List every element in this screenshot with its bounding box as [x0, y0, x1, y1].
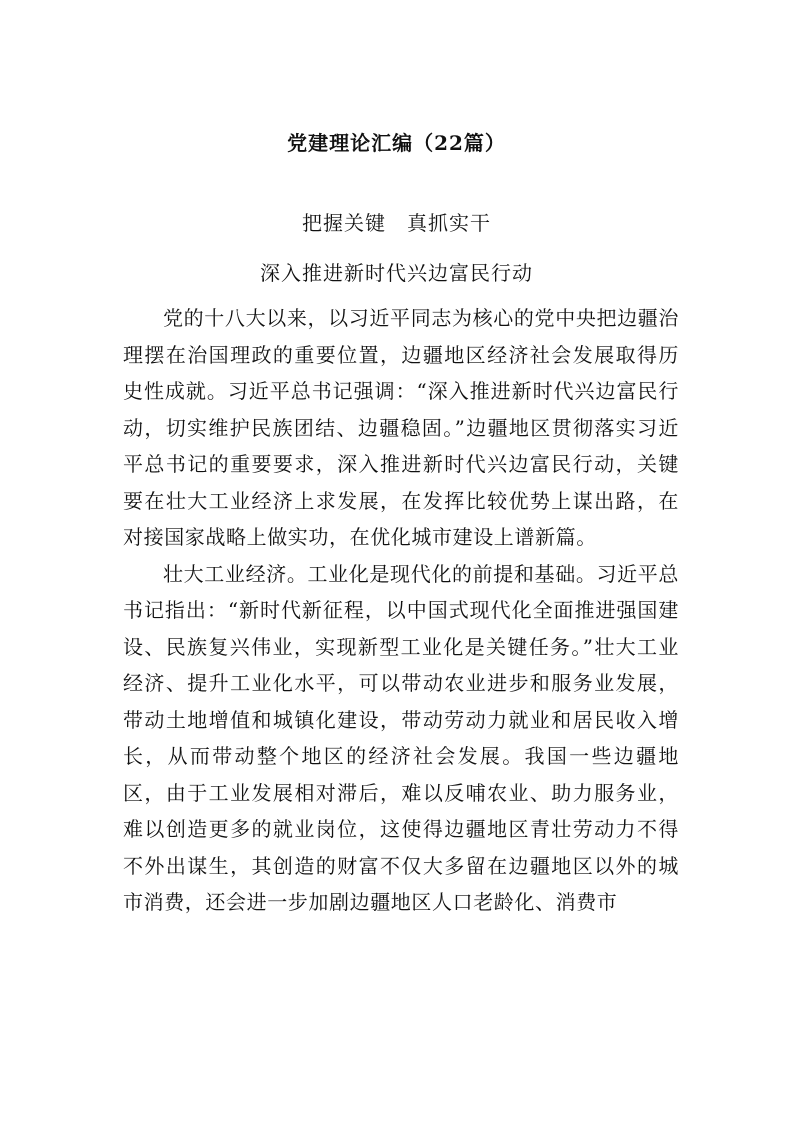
document-title: 党建理论汇编（22篇） — [287, 131, 506, 155]
article-subtitle: 深入推进新时代兴边富民行动 — [260, 261, 533, 285]
article-title: 把握关键 真抓实干 — [302, 211, 491, 235]
article-body — [123, 300, 679, 921]
paragraph: 壮大工业经济。工业化是现代化的前提和基础。习近平总书记指出：“新时代新征程，以中国式现代化全面推进强国建设、民族复兴伟业，实现新型工业化是关键任务。”壮大工业经济、提升工业化水平，可以带动农业进步和服务业发展，带动土地增值和城镇化建设，带动劳动力就业和居民收入增长，从而带动整个地区的经济社会发展。我国一些边疆地区，由于工业发展相对滞后，难以反哺农业、助力服务业，难以创造更多的就业岗位，这使得边疆地区青壮劳动力不得不外出谋生，其创造的财富不仅大多留在边疆地区以外的城市消费，还会进一步加剧边疆地区人口老龄化、消费市 — [123, 561, 679, 914]
paragraph: 党的十八大以来，以习近平同志为核心的党中央把边疆治理摆在治国理政的重要位置，边疆地区经济社会发展取得历史性成就。习近平总书记强调：“深入推进新时代兴边富民行动，切实维护民族团结、边疆稳固。”边疆地区贯彻落实习近平总书记的重要要求，深入推进新时代兴边富民行动，关键要在壮大工业经济上求发展，在发挥比较优势上谋出路，在对接国家战略上做实功，在优化城市建设上谱新篇。 — [123, 306, 679, 549]
